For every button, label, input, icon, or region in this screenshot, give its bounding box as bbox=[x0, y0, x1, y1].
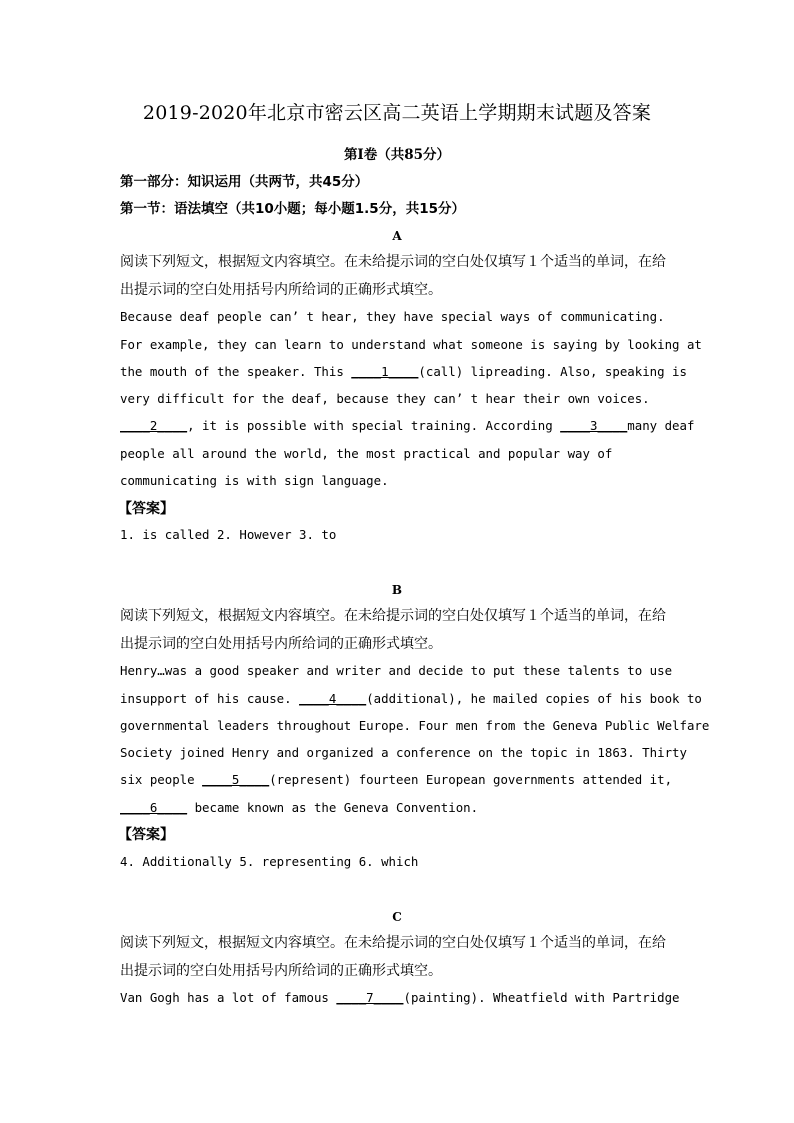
passage-a-instruction-1: 阅读下列短文，根据短文内容填空。在未给提示词的空白处仅填写１个适当的单词，在给 bbox=[120, 254, 666, 270]
blank-1: ____1____ bbox=[351, 364, 419, 379]
passage-a-line-6: people all around the world, the most practical and popular way of bbox=[120, 446, 613, 461]
passage-c-instruction-2: 出提示词的空白处用括号内所给词的正确形式填空。 bbox=[120, 963, 442, 979]
answer-tag-b: 【答案】 bbox=[118, 827, 174, 843]
passage-a-line-5: ____2____, it is possible with special training. According ____3____many deaf bbox=[120, 418, 695, 433]
passage-c-letter: C bbox=[392, 910, 402, 924]
passage-b-line-6: ____6____ became known as the Geneva Convention. bbox=[120, 800, 479, 815]
volume-heading: 第I卷（共85分） bbox=[343, 147, 451, 163]
passage-b-line-5: six people ____5____(represent) fourteen European governments attended it, bbox=[120, 772, 673, 787]
passage-b-instruction-1: 阅读下列短文，根据短文内容填空。在未给提示词的空白处仅填写１个适当的单词，在给 bbox=[120, 608, 666, 624]
passage-c-instruction-1: 阅读下列短文，根据短文内容填空。在未给提示词的空白处仅填写１个适当的单词，在给 bbox=[120, 935, 666, 951]
part-heading: 第一部分：知识运用（共两节，共45分） bbox=[120, 174, 369, 190]
passage-a-line-2: For example, they can learn to understand what someone is saying by looking at bbox=[120, 337, 702, 352]
passage-a-line-3: the mouth of the speaker. This ____1____(call) lipreading. Also, speaking is bbox=[120, 364, 687, 379]
answers-b: 4. Additionally 5. representing 6. which bbox=[120, 854, 419, 869]
passage-b-instruction-2: 出提示词的空白处用括号内所给词的正确形式填空。 bbox=[120, 636, 442, 652]
passage-b-line-1: Henry…was a good speaker and writer and decide to put these talents to use bbox=[120, 663, 673, 678]
section-heading: 第一节：语法填空（共10小题；每小题1.5分，共15分） bbox=[120, 201, 465, 217]
passage-a-letter: A bbox=[392, 229, 402, 243]
passage-c-line-1: Van Gogh has a lot of famous ____7____(painting). Wheatfield with Partridge bbox=[120, 990, 680, 1005]
blank-5: ____5____ bbox=[202, 772, 270, 787]
passage-b-letter: B bbox=[391, 583, 403, 597]
blank-4: ____4____ bbox=[299, 691, 367, 706]
blank-2: ____2____ bbox=[120, 418, 188, 433]
blank-3: ____3____ bbox=[560, 418, 628, 433]
document-title: 2019-2020年北京市密云区高二英语上学期期末试题及答案 bbox=[142, 102, 652, 124]
passage-b-line-4: Society joined Henry and organized a conference on the topic in 1863. Thirty bbox=[120, 745, 687, 760]
passage-a-line-1: Because deaf people can’ t hear, they have special ways of communicating. bbox=[120, 309, 665, 324]
passage-a-line-4: very difficult for the deaf, because they can’ t hear their own voices. bbox=[120, 391, 650, 406]
blank-7: ____7____ bbox=[336, 990, 404, 1005]
answer-tag-a: 【答案】 bbox=[118, 501, 174, 517]
passage-a-line-7: communicating is with sign language. bbox=[120, 473, 389, 488]
blank-6: ____6____ bbox=[120, 800, 188, 815]
passage-b-line-3: governmental leaders throughout Europe. Four men from the Geneva Public Welfare bbox=[120, 718, 710, 733]
passage-b-line-2: insupport of his cause. ____4____(additional), he mailed copies of his book to bbox=[120, 691, 702, 706]
passage-a-instruction-2: 出提示词的空白处用括号内所给词的正确形式填空。 bbox=[120, 282, 442, 298]
answers-a: 1. is called 2. However 3. to bbox=[120, 527, 337, 542]
